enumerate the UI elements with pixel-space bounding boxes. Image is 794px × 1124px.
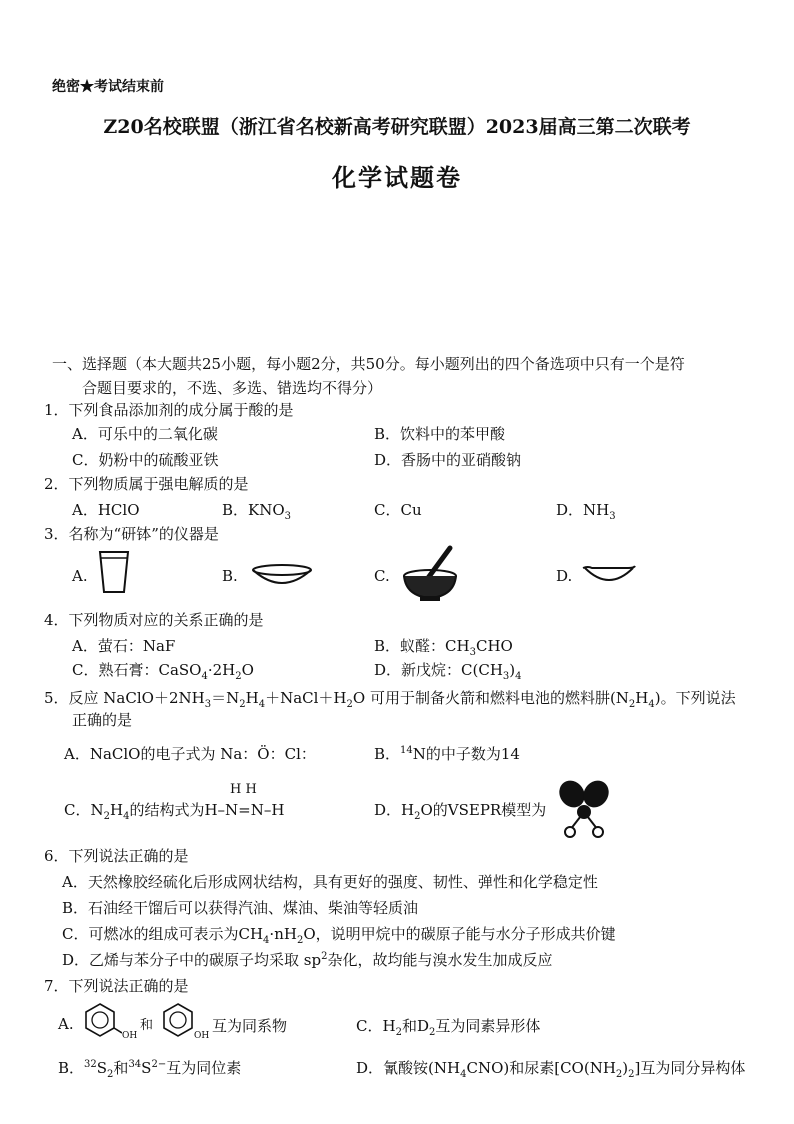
q7-option-c: C．$H_2$和$D_2$互为同素异形体 xyxy=(356,1017,541,1038)
phenol-structure-image xyxy=(160,1000,196,1040)
exam-subtitle: 化学试题卷 xyxy=(332,163,462,192)
q4-option-c: C．熟石膏：$CaSO_4\cdot 2H_2O$ xyxy=(72,661,254,682)
q4-option-d: D．新戊烷：$C(CH_3)_4$ xyxy=(374,661,522,682)
q5-option-a: A．NaClO的电子式为 Na：Ö：Cl： xyxy=(64,745,316,763)
vsepr-model-image xyxy=(556,778,612,840)
section-line-1: 一、选择题（本大题共25小题，每小题2分，共50分。每小题列出的四个备选项中只有一个是符 xyxy=(52,355,685,373)
q1-option-a: A．可乐中的二氧化碳 xyxy=(72,425,218,443)
q6-option-c: C．可燃冰的组成可表示为$CH_4\cdot nH_2O$，说明甲烷中的碳原子能与水分子形成共价键 xyxy=(62,925,616,946)
q7-a-tail: 互为同系物 xyxy=(212,1017,288,1035)
q3-option-a: A. xyxy=(72,567,88,585)
q2-option-b: B．$KNO_3$ xyxy=(222,501,292,522)
q4-option-a: A．萤石：NaF xyxy=(72,637,176,655)
crucible-dish-image xyxy=(580,562,638,586)
secret-label: 绝密★考试结束前 xyxy=(52,79,164,95)
q2-option-a: A．HClO xyxy=(72,501,140,519)
q1-option-c: C．奶粉中的硫酸亚铁 xyxy=(72,451,219,469)
q7-option-a-label: A. xyxy=(58,1015,74,1033)
q4-option-b: B．蚁醛：$CH_3CHO$ xyxy=(374,637,513,658)
section-instructions xyxy=(52,352,764,400)
q7-a-oh-2: OH xyxy=(194,1031,210,1041)
q1-option-d: D．香肠中的亚硝酸钠 xyxy=(374,451,522,469)
q5-option-b: B．$^{14}$N的中子数为14 xyxy=(374,745,520,763)
q2-option-d: D．$NH_3$ xyxy=(556,501,616,522)
q6-option-a: A．天然橡胶经硫化后形成网状结构，具有更好的强度、韧性、弹性和化学稳定性 xyxy=(62,873,598,891)
evaporating-dish-image xyxy=(250,562,314,588)
q7-stem: 7．下列说法正确的是 xyxy=(44,977,189,995)
q2-option-c: C．Cu xyxy=(374,501,422,519)
q3-option-c: C. xyxy=(374,567,390,585)
q1-stem: 1．下列食品添加剂的成分属于酸的是 xyxy=(44,401,294,419)
exam-title: Z20名校联盟（浙江省名校新高考研究联盟）2023届高三第二次联考 xyxy=(103,116,691,138)
benzyl-alcohol-structure-image xyxy=(82,1000,122,1040)
q7-option-b: B．$^{32}S_2$和$^{34}S^{2-}$互为同位素 xyxy=(58,1059,242,1080)
q3-option-d: D. xyxy=(556,567,573,585)
q7-option-d: D．氰酸铵$(NH_4CNO)$和尿素$[CO(NH_2)_2]$互为同分异构体 xyxy=(356,1059,746,1080)
section-line-2: 合题目要求的，不选、多选、错选均不得分） xyxy=(82,379,383,397)
beaker-image xyxy=(96,548,132,596)
mortar-and-pestle-image xyxy=(398,544,462,604)
q3-stem: 3．名称为“研钵”的仪器是 xyxy=(44,525,219,543)
q5-stem-line-2: 正确的是 xyxy=(72,711,133,729)
q6-option-b: B．石油经干馏后可以获得汽油、煤油、柴油等轻质油 xyxy=(62,899,419,917)
q1-option-b: B．饮料中的苯甲酸 xyxy=(374,425,506,443)
q4-stem: 4．下列物质对应的关系正确的是 xyxy=(44,611,264,629)
q2-stem: 2．下列物质属于强电解质的是 xyxy=(44,475,249,493)
q6-option-d: D．乙烯与苯分子中的碳原子均采取 $sp^2$杂化，故均能与溴水发生加成反应 xyxy=(62,951,553,969)
q5-hydrazine-hydrogens: H H xyxy=(230,782,257,797)
q3-option-b: B. xyxy=(222,567,238,585)
q6-stem: 6．下列说法正确的是 xyxy=(44,847,189,865)
q5-stem: 5．反应 $NaClO+2NH_3=N_2H_4+NaCl+H_2O$ 可用于制备火箭和燃料电池的燃料肼$(N_2H_4)$。下列说法 xyxy=(44,689,736,710)
q7-a-oh-1: OH xyxy=(122,1031,138,1041)
q7-a-and: 和 xyxy=(140,1018,154,1033)
q5-option-c: C．$N_2H_4$的结构式为H–N=N–H xyxy=(64,801,285,822)
q5-option-d: D．$H_2O$的VSEPR模型为 xyxy=(374,801,547,822)
